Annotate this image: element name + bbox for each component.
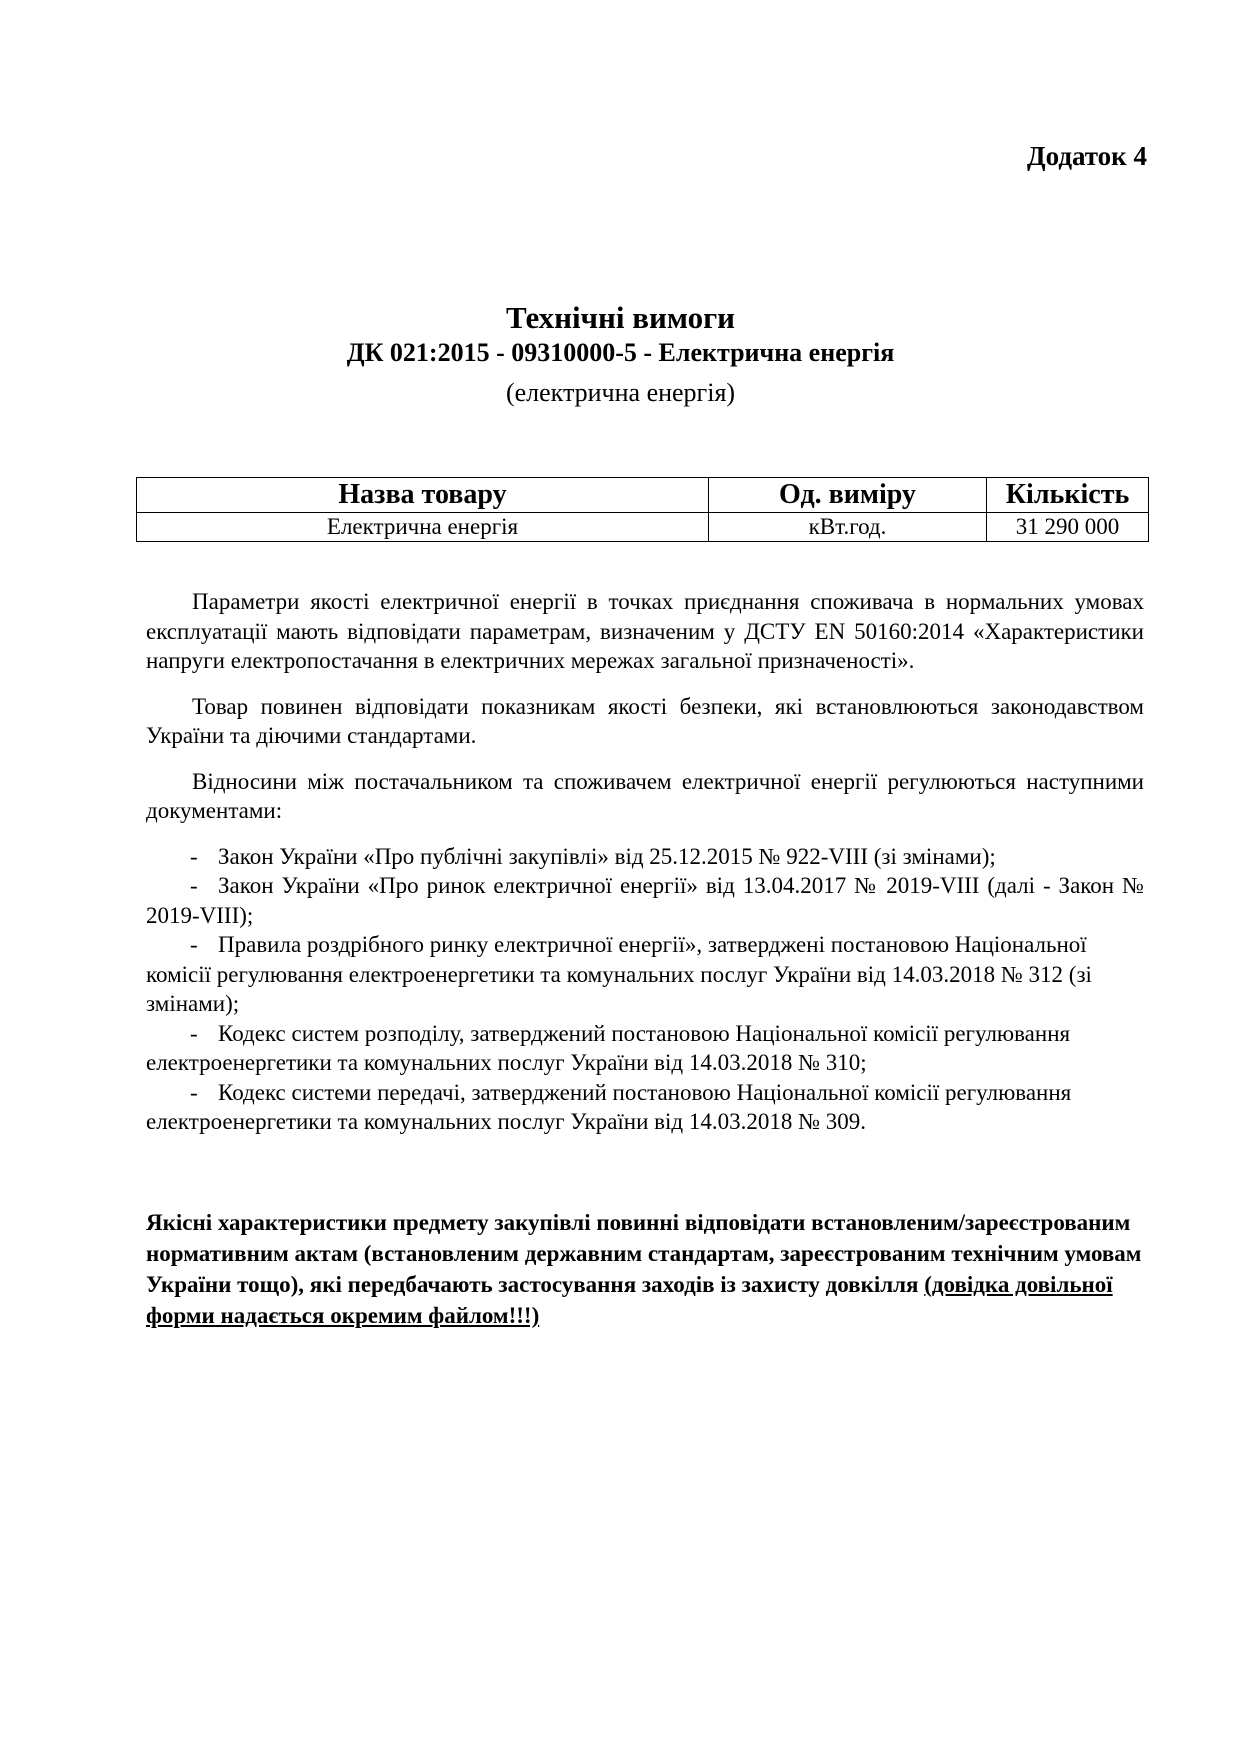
list-item: - Закон України «Про ринок електричної енергії» від 13.04.2017 № 2019-VIII (далі - Закон № 2019-VIII); — [146, 873, 1144, 928]
list-dash: - — [190, 1079, 198, 1105]
cell-product-name: Електрична енергія — [137, 513, 709, 542]
table-header-row — [137, 478, 1149, 513]
list-dash: - — [190, 873, 198, 898]
list-item: - Правила роздрібного ринку електричної енергії», затверджені постановою Національної комісії регулювання електроенергетики та комунальних послуг України від 14.03.2018 № 312 (зі змінами); — [146, 932, 1092, 1016]
quality-underlined-note: (довідка довільної форми надається окремим файлом!!!) — [146, 1272, 1113, 1328]
annex-label: Додаток 4 — [1027, 141, 1147, 171]
paragraph-safety: Товар повинен відповідати показникам якості безпеки, які встановлюються законодавством України та діючими стандартами. — [146, 693, 1144, 748]
header-unit: Од. виміру — [709, 478, 987, 513]
paragraph-quality-parameters: Параметри якості електричної енергії в точках приєднання споживача в нормальних умовах експлуатації мають відповідати параметрам, визначеним у ДСТУ EN 50160:2014 «Характеристики напруги електропостачання в електричних мережах загальної призначеності». — [146, 589, 1144, 673]
goods-table — [136, 477, 1149, 542]
document-title: Технічні вимоги — [505, 300, 736, 335]
requirements-body — [146, 587, 1144, 1137]
table-row — [137, 513, 1149, 542]
paragraph-relations: Відносини між постачальником та споживачем електричної енергії регулюються наступними документами: — [146, 768, 1144, 823]
cell-unit: кВт.год. — [709, 513, 987, 542]
list-dash: - — [190, 1020, 198, 1046]
document-subtitle: (електрична енергія) — [505, 378, 736, 407]
regulations-list — [146, 842, 1144, 1137]
list-item: - Закон України «Про публічні закупівлі» від 25.12.2015 № 922-VIII (зі змінами); — [146, 842, 1144, 872]
quality-characteristics-note — [146, 1207, 1144, 1331]
classifier-code: ДК 021:2015 - 09310000-5 - Електрична енергія — [346, 338, 895, 367]
cell-quantity: 31 290 000 — [987, 513, 1149, 542]
list-item: - Кодекс системи передачі, затверджений постановою Національної комісії регулювання електроенергетики та комунальних послуг України від 14.03.2018 № 309. — [146, 1079, 1072, 1134]
list-dash: - — [190, 843, 198, 869]
list-item: - Кодекс систем розподілу, затверджений постановою Національної комісії регулювання електроенергетики та комунальних послуг України від 14.03.2018 № 310; — [146, 1020, 1071, 1075]
quality-text: Якісні характеристики предмету закупівлі повинні відповідати встановленим/зареєстрованим нормативним актам (встановленим державним стандартам, зареєстрованим технічним умовам України тощо), які передбачають застосування заходів із захисту довкілля — [146, 1210, 1142, 1297]
header-quantity: Кількість — [987, 478, 1149, 513]
list-dash: - — [190, 932, 198, 957]
header-product-name: Назва товару — [137, 478, 709, 513]
